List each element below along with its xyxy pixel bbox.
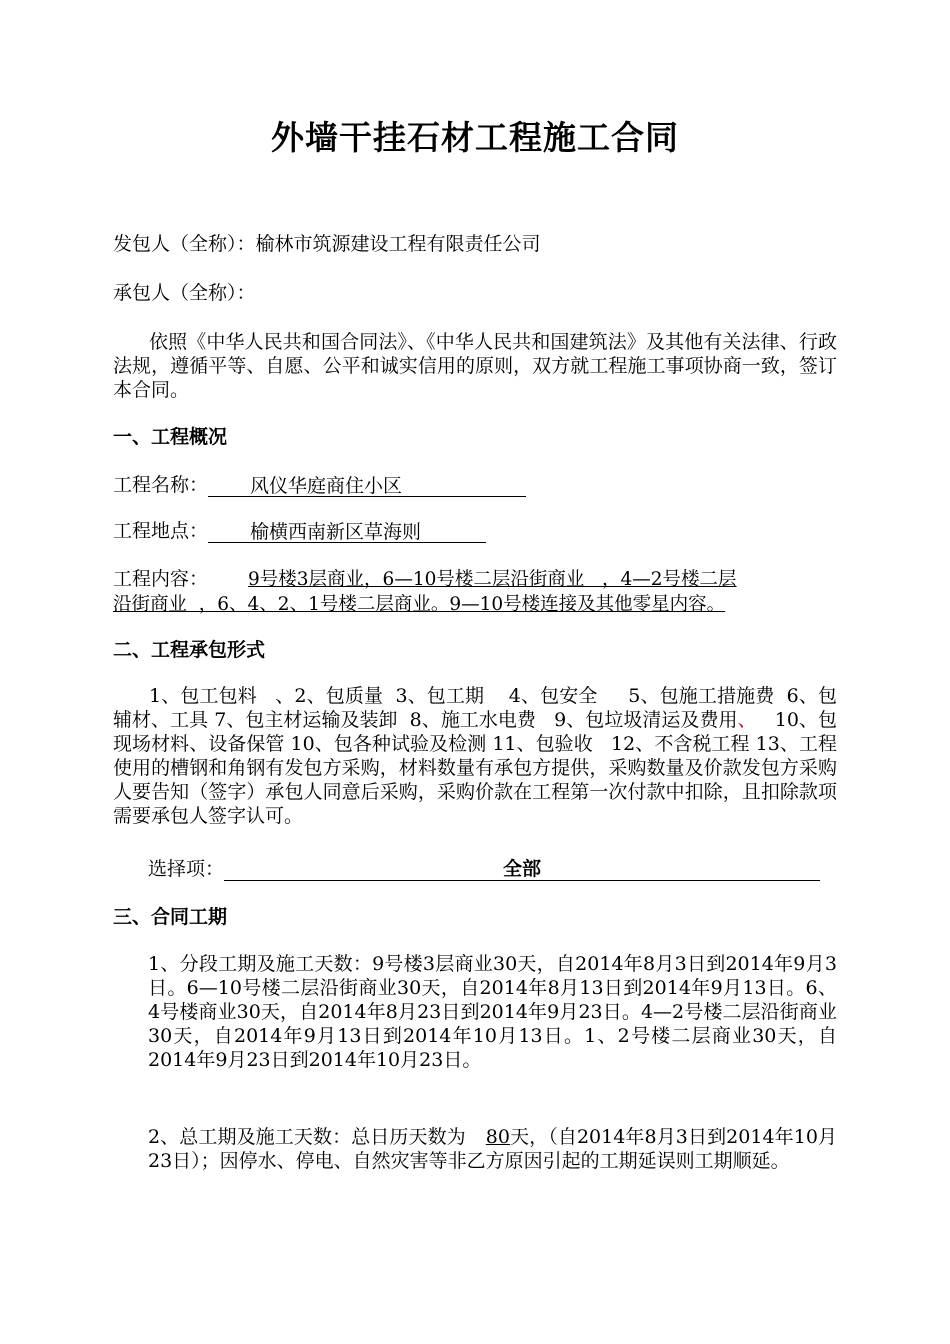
choice-line [148,857,872,881]
section-2-heading: 二、工程承包形式 [113,639,266,661]
contractor-label: 承包人（全称）： [113,282,256,304]
section-3-heading: 三、合同工期 [113,906,228,928]
section-1-heading: 一、工程概况 [113,426,228,448]
contractor-line [113,281,837,305]
total-days-value: 80 [485,1126,510,1148]
project-name-line [113,473,837,497]
contract-form-paragraph [113,684,837,828]
schedule-item-2-rest: 天，（自2014年8月3日到2014年10月23日）；因停水、停电、自然灾害等非乙方原因引起的工期延误则工期顺延。 [148,1126,838,1172]
red-punctuation-mark: 、 [737,709,757,731]
schedule-item-2-text: 2、总工期及施工天数：总日历天数为 [148,1126,466,1148]
employer-label: 发包人（全称）： [113,233,256,255]
document-title: 外墙干挂石材工程施工合同 [271,118,679,157]
project-location-label: 工程地点： [113,520,209,542]
project-content-line-1 [113,567,837,592]
project-location-line [113,519,837,543]
employer-name: 榆林市筑源建设工程有限责任公司 [255,233,541,255]
choice-label: 选择项： [148,858,225,880]
employer-line [113,232,837,256]
schedule-item-1: 1、分段工期及施工天数：9号楼3层商业30天，自2014年8月3日到2014年9月3日。6—10号楼二层沿街商业30天，自2014年8月13日到2014年9月13日。6、4号楼商业30天，自2014年8月23日到2014年9月23日。4—2号楼二层沿街商业30天，自2014年9月13日到2014年10月13日。1、2号楼二层商业30天，自2014年9月23日到2014年10月23日。 [148,953,837,1071]
choice-value: 全部 [224,858,820,881]
project-content-line-2 [113,592,837,617]
project-name-label: 工程名称： [113,474,209,496]
contract-form-items-1: 1、包工包料 、2、包质量 3、包工期 4、包安全 5、包施工措施费 6、包辅材、工具 7、包主材运输及装卸 8、施工水电费 9、包垃圾清运及费用 [113,685,837,731]
project-name-value: 风仪华庭商住小区 [250,475,403,497]
project-content-value-1: 9号楼3层商业，6—10号楼二层沿街商业 ，4—2号楼二层 [248,569,737,590]
project-content-label: 工程内容： [113,568,209,590]
project-name-field [208,474,526,497]
project-location-value: 榆横西南新区草海则 [250,521,422,543]
project-location-field [208,520,486,543]
project-content-value-2: 沿街商业 ，6、4、2、1号楼二层商业。9—10号楼连接及其他零星内容。 [113,594,726,615]
contract-form-items-2: 10、包现场材料、设备保管 10、包各种试验及检测 11、包验收 12、不含税工程 13、工程使用的槽钢和角钢有发包方采购，材料数量有承包方提供，采购数量及价款发包方采购人要告知（签字）承包人同意后采购，采购价款在工程第一次付款中扣除，且扣除款项需要承包人签字认可。 [113,709,837,827]
preamble-paragraph: 依照《中华人民共和国合同法》、《中华人民共和国建筑法》及其他有关法律、行政法规，遵循平等、自愿、公平和诚实信用的原则，双方就工程施工事项协商一致，签订本合同。 [113,331,837,401]
schedule-item-2 [148,1125,837,1173]
